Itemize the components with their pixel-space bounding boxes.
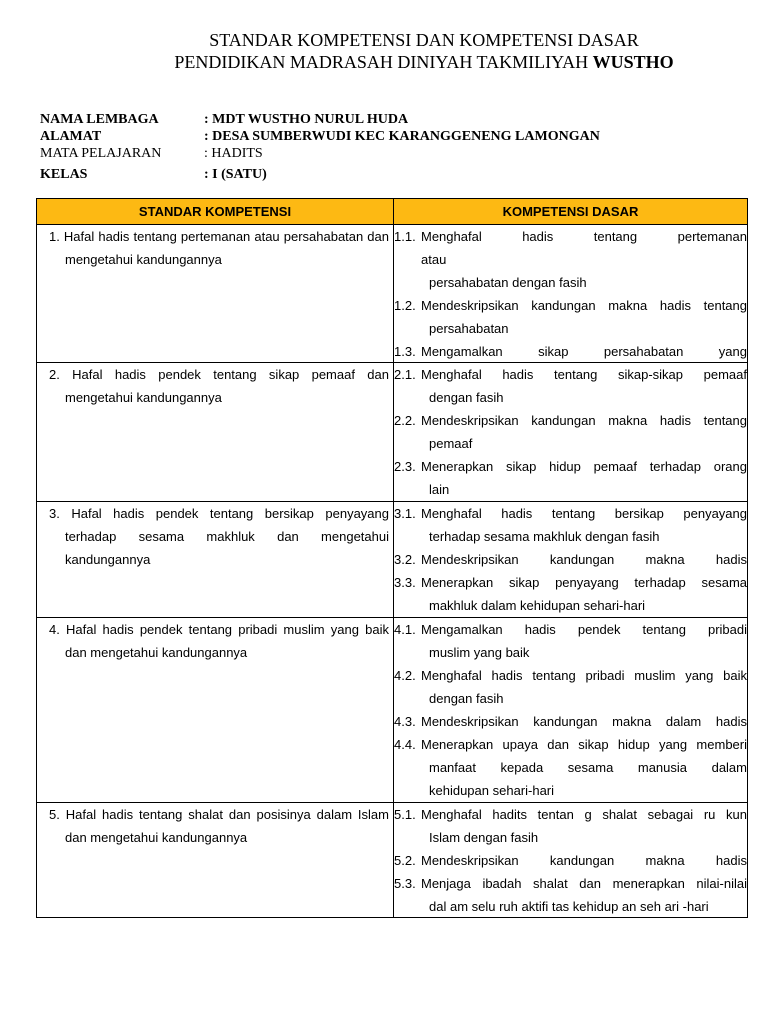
kd-continuation: dengan fasih: [429, 691, 504, 706]
sk-text: [37, 502, 393, 571]
kd-item: [394, 618, 747, 664]
kd-item: [394, 548, 747, 571]
kd-number: 4.4.: [394, 737, 416, 752]
sk-rest: mengetahui kandungannya: [65, 390, 222, 405]
info-row-lembaga: [40, 111, 600, 128]
kd-number: 2.3.: [394, 459, 416, 474]
document-title-line2: [0, 51, 768, 73]
kd-continuation: dengan fasih: [429, 390, 504, 405]
kd-number: 5.1.: [394, 807, 416, 822]
sk-rest: dan mengetahui kandungannya: [65, 645, 248, 660]
info-row-alamat: [40, 128, 600, 145]
kd-number: 5.3.: [394, 876, 416, 891]
kompetensi-dasar-cell: [394, 803, 748, 918]
kd-continuation: lain: [429, 482, 450, 497]
kd-line1: Menghafal hadis tentang pertemanan: [421, 229, 747, 244]
kd-continuation: dal am selu ruh aktifi tas kehidup an seh ari -hari: [429, 899, 709, 914]
kd-number: 4.3.: [394, 714, 416, 729]
document-title-line1: STANDAR KOMPETENSI DAN KOMPETENSI DASAR: [209, 30, 639, 50]
kd-item: [394, 710, 747, 733]
standar-kompetensi-cell: [37, 225, 394, 363]
sk-line1: Hafal hadis pendek tentang pribadi muslim yang baik: [66, 622, 389, 637]
table-row: [37, 803, 748, 918]
kd-item: [394, 664, 747, 710]
kd-item: [394, 340, 747, 361]
kd-item: [394, 849, 747, 872]
sk-rest: persahabatan dan mengetahui kandungannya: [65, 229, 389, 267]
kompetensi-dasar-cell: [394, 618, 748, 803]
kompetensi-dasar-cell: [394, 225, 748, 363]
header-kompetensi-dasar: KOMPETENSI DASAR: [394, 199, 748, 225]
sk-text: [37, 225, 393, 271]
kd-number: 5.2.: [394, 853, 416, 868]
institution-info: [40, 111, 600, 183]
kd-line1: Mengamalkan hadis pendek tentang pribadi: [421, 622, 747, 637]
kompetensi-dasar-cell: [394, 363, 748, 502]
standar-kompetensi-cell: [37, 803, 394, 918]
kd-line1: Mengamalkan sikap persahabatan yang: [421, 344, 747, 359]
info-label: KELAS: [40, 167, 88, 182]
kd-number: 2.1.: [394, 367, 416, 382]
kd-line1: Menghafal hadis tentang pribadi muslim yang baik: [421, 668, 747, 683]
sk-text: [37, 618, 393, 664]
sk-line1: Hafal hadis pendek tentang sikap pemaaf dan: [72, 367, 389, 382]
kd-item: [394, 409, 747, 455]
kd-line1: Mendeskripsikan kandungan makna hadis tentang: [421, 413, 747, 428]
title-line2-bold: WUSTHO: [592, 52, 674, 72]
info-label: NAMA LEMBAGA: [40, 112, 159, 127]
table-row: [37, 618, 748, 803]
kd-line1: Mendeskripsikan kandungan makna hadis: [421, 552, 747, 567]
sk-rest: terhadap sesama makhluk dan mengetahui kandungannya: [65, 529, 389, 567]
kd-item: [394, 363, 747, 409]
kd-continuation: persahabatan dengan fasih: [429, 275, 587, 290]
kd-line1: Mendeskripsikan kandungan makna dalam hadis: [421, 714, 747, 729]
kd-line1: Menerapkan upaya dan sikap hidup yang memberi: [421, 737, 747, 752]
table-row: [37, 225, 748, 363]
table-row: [37, 502, 748, 618]
sk-rest: dan mengetahui kandungannya: [65, 830, 248, 845]
kd-continuation: persahabatan: [429, 321, 509, 336]
kd-number: 2.2.: [394, 413, 416, 428]
sk-line1: Hafal hadis tentang shalat dan posisinya dalam Islam: [65, 807, 389, 822]
info-label: MATA PELAJARAN: [40, 146, 162, 161]
kd-continuation: Islam dengan fasih: [429, 830, 539, 845]
kd-line1: Mendeskripsikan kandungan makna hadis: [421, 853, 747, 868]
kd-continuation: manfaat kepada sesama manusia dalam: [429, 760, 747, 775]
kd-number: 4.1.: [394, 622, 416, 637]
sk-number: 1.: [49, 229, 60, 244]
kd-number: 1.1.: [394, 229, 416, 244]
kd-line1: Menerapkan sikap penyayang terhadap sesama: [421, 575, 747, 590]
kd-line1: Menghafal hadis tentang sikap-sikap pemaaf: [421, 367, 747, 382]
info-row-kelas: [40, 166, 600, 183]
table-row: [37, 363, 748, 502]
kd-item: [394, 571, 747, 616]
sk-text: [37, 803, 393, 849]
sk-number: 2.: [49, 367, 60, 382]
sk-line1: Hafal hadis pendek tentang bersikap penyayang: [71, 506, 389, 521]
info-value: : I (SATU): [204, 167, 267, 182]
standar-kompetensi-cell: [37, 618, 394, 803]
standar-kompetensi-cell: [37, 363, 394, 502]
sk-line1: Hafal hadis tentang pertemanan atau: [63, 229, 280, 244]
kd-line1: Menerapkan sikap hidup pemaaf terhadap orang: [421, 459, 747, 474]
info-value: : DESA SUMBERWUDI KEC KARANGGENENG LAMONGAN: [204, 129, 600, 144]
kd-item: [394, 225, 747, 294]
kd-number: 3.3.: [394, 575, 416, 590]
kd-item: [394, 803, 747, 849]
kd-number: 3.1.: [394, 506, 416, 521]
info-value: : MDT WUSTHO NURUL HUDA: [204, 112, 409, 127]
info-value: : HADITS: [204, 146, 263, 161]
kompetensi-dasar-cell: [394, 502, 748, 618]
info-label: ALAMAT: [40, 129, 102, 144]
kd-continuation: makhluk dalam kehidupan sehari-hari: [429, 598, 646, 613]
kd-number: 3.2.: [394, 552, 416, 567]
kd-line1: Menghafal hadits tentan g shalat sebagai ru kun: [421, 807, 747, 822]
standar-kompetensi-cell: [37, 502, 394, 618]
sk-text: [37, 363, 393, 409]
competency-table: [36, 198, 748, 918]
kd-number: 4.2.: [394, 668, 416, 683]
kd-item: [394, 502, 747, 548]
kd-item: [394, 733, 747, 801]
kd-item: [394, 294, 747, 340]
kd-continuation: atau: [421, 252, 447, 267]
kd-continuation: muslim yang baik: [429, 645, 530, 660]
sk-number: 5.: [49, 807, 60, 822]
kd-number: 1.3.: [394, 344, 416, 359]
kd-line1: Mendeskripsikan kandungan makna hadis tentang: [421, 298, 747, 313]
kd-line1: Menjaga ibadah shalat dan menerapkan nilai-nilai: [421, 876, 747, 891]
sk-number: 3.: [49, 506, 60, 521]
info-row-mapel: [40, 145, 600, 162]
kd-number: 1.2.: [394, 298, 416, 313]
table-header-row: [37, 199, 748, 225]
kd-item: [394, 872, 747, 916]
sk-number: 4.: [49, 622, 60, 637]
title-line2-prefix: PENDIDIKAN MADRASAH DINIYAH TAKMILIYAH: [174, 52, 593, 72]
kd-item: [394, 455, 747, 500]
kd-continuation: pemaaf: [429, 436, 473, 451]
header-standar-kompetensi: STANDAR KOMPETENSI: [37, 199, 394, 225]
kd-line1: Menghafal hadis tentang bersikap penyayang: [421, 506, 747, 521]
kd-continuation: kehidupan sehari-hari: [429, 783, 555, 798]
kd-continuation: terhadap sesama makhluk dengan fasih: [429, 529, 660, 544]
